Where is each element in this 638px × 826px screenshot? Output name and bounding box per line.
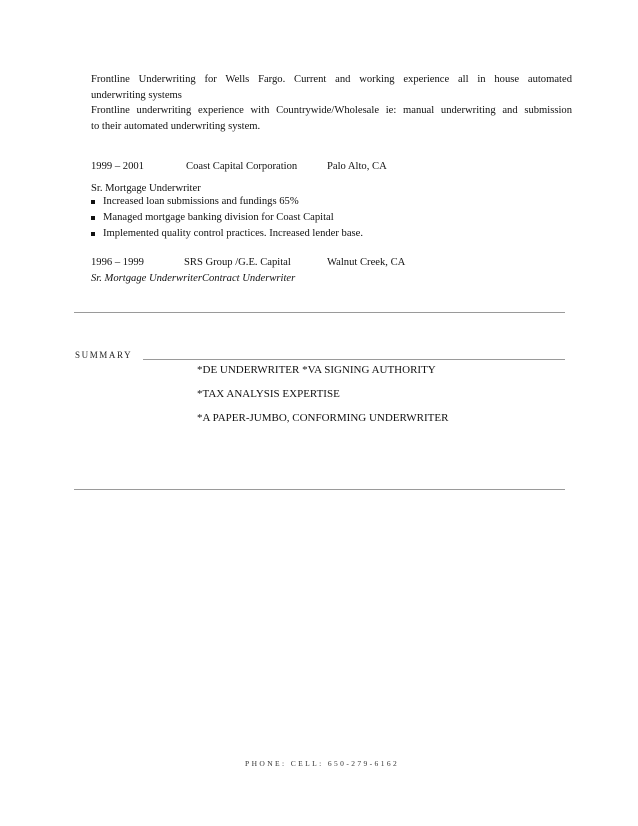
job2-title: Sr. Mortgage UnderwriterContract Underwriter	[91, 273, 296, 284]
experience-paragraph-countrywide	[91, 103, 572, 135]
paragraph-line: to their automated underwriting system.	[91, 121, 261, 132]
list-item-text: Implemented quality control practices. Increased lender base.	[103, 228, 364, 239]
job1-company: Coast Capital Corporation	[186, 161, 298, 172]
job2-company: SRS Group /G.E. Capital	[184, 257, 291, 268]
list-item-text: Managed mortgage banking division for Coast Capital	[103, 212, 334, 223]
summary-heading-rule	[143, 359, 565, 360]
square-bullet-icon	[91, 232, 95, 236]
summary-line-3: *A PAPER-JUMBO, CONFORMING UNDERWRITER	[197, 412, 449, 424]
section-divider	[74, 312, 565, 313]
footer-phone: PHONE: CELL: 650-279-6162	[245, 759, 400, 768]
summary-heading: SUMMARY	[75, 350, 133, 360]
summary-line-1: *DE UNDERWRITER *VA SIGNING AUTHORITY	[197, 364, 436, 376]
section-divider	[74, 489, 565, 490]
job2-location: Walnut Creek, CA	[327, 257, 406, 268]
list-item	[91, 210, 363, 226]
paragraph-line: Frontline underwriting experience with Countrywide/Wholesale ie: manual underwriting and submission	[91, 105, 572, 116]
list-item-text: Increased loan submissions and fundings 65%	[103, 196, 299, 207]
job1-location: Palo Alto, CA	[327, 161, 387, 172]
job2-dates: 1996 – 1999	[91, 257, 144, 268]
experience-paragraph-wells-fargo	[91, 72, 572, 104]
paragraph-line: underwriting systems	[91, 90, 182, 101]
job1-title: Sr. Mortgage Underwriter	[91, 183, 201, 194]
square-bullet-icon	[91, 216, 95, 220]
square-bullet-icon	[91, 200, 95, 204]
list-item	[91, 194, 363, 210]
summary-line-2: *TAX ANALYSIS EXPERTISE	[197, 388, 340, 400]
paragraph-line: Frontline Underwriting for Wells Fargo. Current and working experience all in house automated	[91, 74, 572, 85]
job1-dates: 1999 – 2001	[91, 161, 144, 172]
list-item	[91, 226, 363, 242]
job1-achievements-list	[91, 194, 363, 242]
